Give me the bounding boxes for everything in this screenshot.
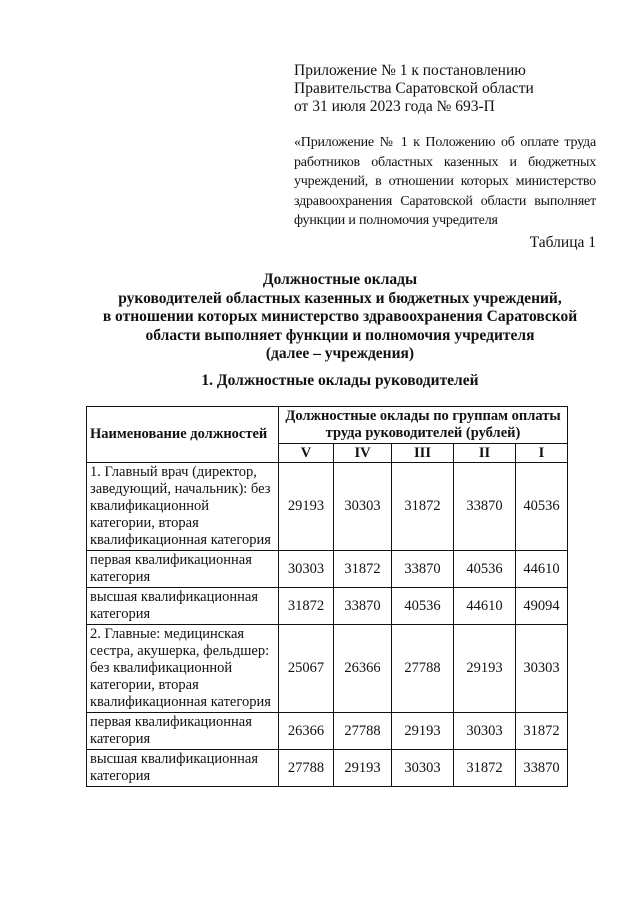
appendix-line: Приложение № 1 к постановлению	[294, 62, 526, 79]
title-line: (далее – учреждения)	[265, 345, 415, 362]
salary-value: 31872	[392, 463, 454, 551]
table-row	[87, 750, 568, 787]
table-row	[87, 713, 568, 750]
salary-value: 33870	[454, 463, 516, 551]
salary-value: 31872	[279, 588, 334, 625]
table-row	[87, 588, 568, 625]
salary-value: 27788	[392, 625, 454, 713]
salary-value: 33870	[516, 750, 568, 787]
salary-value: 30303	[279, 551, 334, 588]
header-position-name: Наименование должностей	[87, 407, 279, 463]
salary-value: 40536	[392, 588, 454, 625]
salary-table	[86, 406, 568, 787]
position-label: 1. Главный врач (директор, заведующий, начальник): без квалификационной категории, вторая квалификационная категория	[87, 463, 279, 551]
salary-value: 27788	[334, 713, 392, 750]
salary-value: 33870	[392, 551, 454, 588]
salary-value: 30303	[392, 750, 454, 787]
group-header: III	[392, 444, 454, 463]
group-header: II	[454, 444, 516, 463]
salary-value: 30303	[334, 463, 392, 551]
table-number: Таблица 1	[529, 234, 596, 251]
salary-value: 40536	[516, 463, 568, 551]
title-line: Должностные оклады	[262, 271, 418, 288]
group-header: V	[279, 444, 334, 463]
position-label: 2. Главные: медицинская сестра, акушерка, фельдшер: без квалификационной категории, вторая квалификационная категория	[87, 625, 279, 713]
salary-value: 26366	[334, 625, 392, 713]
table-row	[87, 463, 568, 551]
salary-value: 29193	[454, 625, 516, 713]
appendix-reference	[294, 62, 594, 116]
title-line: руководителей областных казенных и бюджетных учреждений,	[118, 289, 562, 307]
salary-value: 29193	[279, 463, 334, 551]
position-label: высшая квалификационная категория	[87, 588, 279, 625]
salary-value: 49094	[516, 588, 568, 625]
salary-value: 30303	[516, 625, 568, 713]
salary-value: 29193	[334, 750, 392, 787]
salary-value: 31872	[334, 551, 392, 588]
table-row	[87, 551, 568, 588]
salary-value: 33870	[334, 588, 392, 625]
group-header: I	[516, 444, 568, 463]
quote-text: «Приложение № 1 к Положению об оплате труда работников областных казенных и бюджетных учреждений, в отношении которых министерство здравоохранения Саратовской области выполняет функции и полномочия учредителя	[294, 135, 596, 228]
salary-value: 31872	[516, 713, 568, 750]
salary-value: 26366	[279, 713, 334, 750]
salary-value: 40536	[454, 551, 516, 588]
title-line: в отношении которых министерство здравоохранения Саратовской	[102, 308, 578, 325]
group-header: IV	[334, 444, 392, 463]
salary-value: 29193	[392, 713, 454, 750]
salary-value: 44610	[516, 551, 568, 588]
appendix-line: от 31 июля 2023 года № 693-П	[294, 98, 495, 115]
salary-value: 31872	[454, 750, 516, 787]
position-label: высшая квалификационная категория	[87, 750, 279, 787]
section-heading: 1. Должностные оклады руководителей	[201, 372, 479, 389]
table-row	[87, 625, 568, 713]
appendix-line: Правительства Саратовской области	[294, 80, 534, 97]
position-label: первая квалификационная категория	[87, 551, 279, 588]
document-title	[60, 271, 620, 364]
position-label: первая квалификационная категория	[87, 713, 279, 750]
title-line: области выполняет функции и полномочия учредителя	[145, 326, 535, 344]
salary-value: 25067	[279, 625, 334, 713]
regulation-quote	[294, 133, 596, 231]
salary-value: 30303	[454, 713, 516, 750]
salary-value: 44610	[454, 588, 516, 625]
salary-value: 27788	[279, 750, 334, 787]
header-salary-groups: Должностные оклады по группам оплаты труда руководителей (рублей)	[279, 407, 568, 444]
